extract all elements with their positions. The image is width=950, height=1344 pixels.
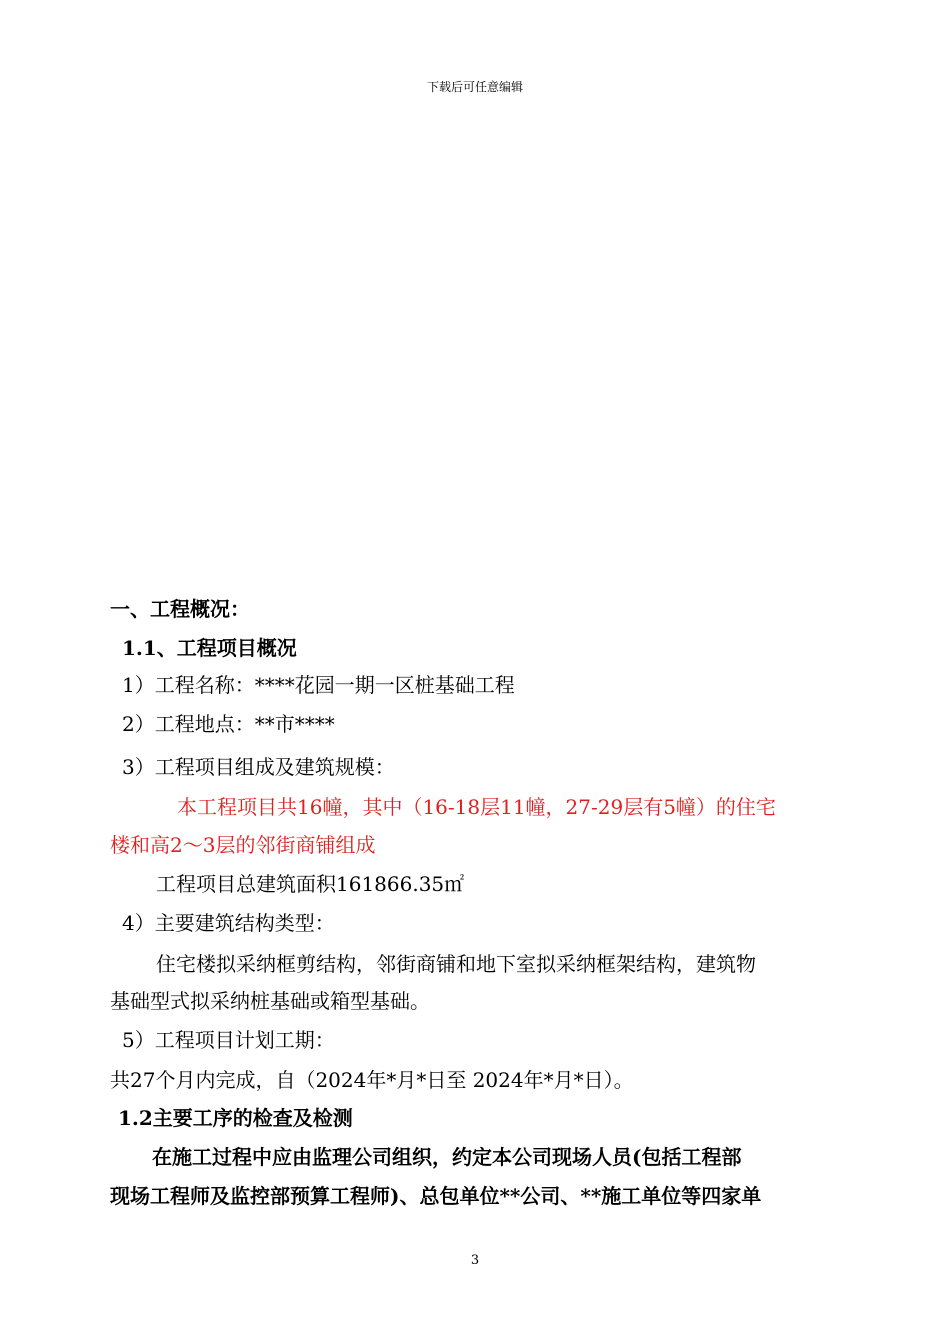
project-name-line: 1）工程名称：****花园一期一区桩基础工程: [122, 673, 515, 697]
building-area-line: 工程项目总建筑面积161866.35㎡: [156, 872, 465, 896]
project-location-line: 2）工程地点：**市****: [122, 712, 335, 736]
structure-text-line-1: 住宅楼拟采纳框剪结构，邻街商铺和地下室拟采纳框架结构，建筑物: [156, 952, 756, 976]
subsection-heading-2: 1.2主要工序的检查及检测: [118, 1106, 353, 1130]
schedule-heading-line: 5）工程项目计划工期：: [122, 1028, 335, 1052]
schedule-period-line: 共27个月内完成，自（2024年*月*日至 2024年*月*日）。: [110, 1068, 634, 1092]
page-header: 下载后可任意编辑: [426, 80, 523, 94]
scale-text-line-2: 楼和高2～3层的邻街商铺组成: [110, 833, 376, 857]
section-heading: 一、工程概况：: [110, 597, 250, 621]
structure-text-line-2: 基础型式拟采纳桩基础或箱型基础。: [110, 989, 430, 1013]
subsection-heading: 1.1、工程项目概况: [122, 636, 297, 660]
inspection-text-line-2: 现场工程师及监控部预算工程师)、总包单位**公司、**施工单位等四家单: [110, 1184, 762, 1208]
scale-text-line-1: 本工程项目共16幢，其中（16-18层11幢，27-29层有5幢）的住宅: [177, 795, 776, 819]
inspection-text-line-1: 在施工过程中应由监理公司组织，约定本公司现场人员(包括工程部: [152, 1145, 742, 1169]
page-number: 3: [470, 1253, 480, 1268]
structure-type-line: 4）主要建筑结构类型：: [122, 911, 335, 935]
project-composition-line: 3）工程项目组成及建筑规模：: [122, 755, 395, 779]
